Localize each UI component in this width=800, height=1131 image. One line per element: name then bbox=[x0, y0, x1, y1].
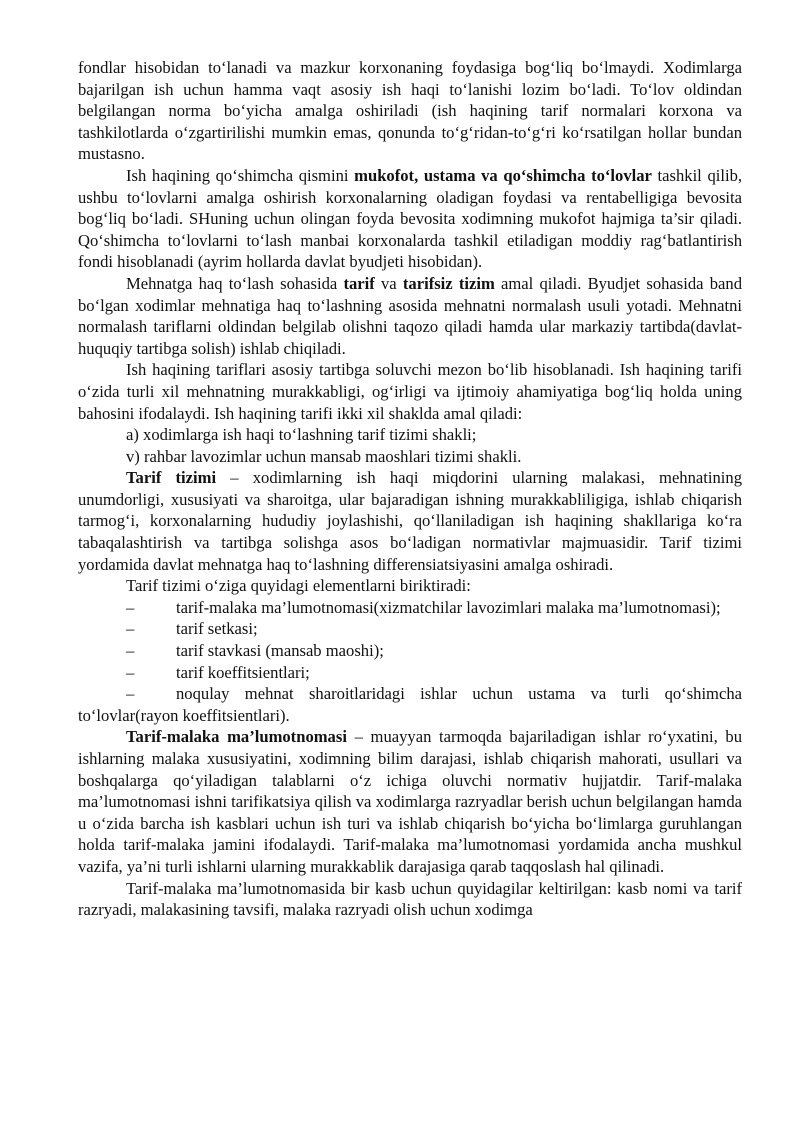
dash-marker: – bbox=[126, 619, 135, 639]
text-run: Mehnatga haq to‘lash sohasida bbox=[126, 273, 344, 293]
paragraph-tariff-system-intro bbox=[78, 273, 742, 359]
bold-term-tarif: tarif bbox=[343, 273, 375, 293]
paragraph-tariff-criteria: Ish haqining tariflari asosiy tartibga soluvchi mezon bo‘lib hisoblanadi. Ish haqining tarifi o‘zida turli xil mehnatning murakkabligi, og‘irligi va ijtimoiy ahamiyatiga bog‘liq holda uning bahosini ifodalaydi. Ish haqining tarifi ikki xil shaklda amal qiladi: bbox=[78, 360, 742, 423]
dash-marker: – bbox=[126, 641, 135, 661]
text-run: va bbox=[374, 273, 403, 293]
text-run: Ish haqining qo‘shimcha qismini bbox=[126, 165, 355, 185]
paragraph-tariff-system-definition bbox=[78, 467, 742, 575]
dash-item-text: tarif koeffitsientlari; bbox=[176, 662, 310, 682]
dash-marker: – bbox=[126, 684, 135, 704]
dash-list-item bbox=[78, 683, 742, 726]
list-item-a: a) xodimlarga ish haqi to‘lashning tarif tizimi shakli; bbox=[126, 425, 477, 445]
text-run: – xodimlarning ish haqi miqdorini ularning malakasi, mehnatining unumdorligi, xususiyati va sharoitga, ular bajaradigan ishning murakkabliligiga, ishlab chiqarish tarmog‘i, korxonalarning hududiy joylashishi, qo‘llaniladigan ish haqining shakllariga ko‘ra tabaqalashtirish va tartibga solishga asos bo‘ladigan normativlar majmuasidir. Tarif tizimi yordamida davlat mehnatga haq to‘lashning differensiatsiyasini amalga oshiradi. bbox=[78, 468, 742, 574]
dash-item-text: tarif setkasi; bbox=[176, 619, 258, 639]
bold-term-bonuses: mukofot, ustama va qo‘shimcha to‘lovlar bbox=[354, 165, 652, 185]
paragraph-reference-contents: Tarif-malaka ma’lumotnomasida bir kasb uchun quyidagilar keltirilgan: kasb nomi va tarif razryadi, malakasining tavsifi, malaka razryadi olish uchun xodimga bbox=[78, 878, 742, 920]
dash-item-text: tarif-malaka ma’lumotnomasi(xizmatchilar lavozimlari malaka ma’lumotnomasi); bbox=[176, 597, 721, 617]
bold-term-tarif-tizimi: Tarif tizimi bbox=[126, 468, 217, 488]
dash-list-item bbox=[78, 662, 742, 684]
dash-list-item bbox=[78, 618, 742, 640]
paragraph-continuation: fondlar hisobidan to‘lanadi va mazkur korxonaning foydasiga bog‘liq bo‘lmaydi. Xodimlarga bajarilgan ish uchun hamma vaqt asosiy ish haqi to‘lanishi lozim bo‘ladi. To‘lov oldindan belgilangan norma bo‘yicha amalga oshiriladi (ish haqining tarif normalari korxona va tashkilotlarda o‘zgartirilishi mumkin emas, qonunda to‘g‘ridan-to‘g‘ri ko‘rsatilgan hollar bundan mustasno. bbox=[78, 58, 742, 164]
bold-term-tarifsiz: tarifsiz tizim bbox=[402, 273, 495, 293]
dash-list-item bbox=[78, 597, 742, 619]
paragraph-tariff-qualification-reference bbox=[78, 726, 742, 877]
list-item-v: v) rahbar lavozimlar uchun mansab maoshlari tizimi shakli. bbox=[126, 446, 522, 466]
dash-item-text: noqulay mehnat sharoitlaridagi ishlar uchun ustama va turli qo‘shimcha to‘lovlar(rayon koeffitsientlari). bbox=[78, 684, 742, 725]
dash-list-item bbox=[78, 640, 742, 662]
dash-marker: – bbox=[126, 597, 135, 617]
paragraph-additional-pay bbox=[78, 165, 742, 273]
text-run: tashkil qilib, ushbu to‘lovlarni amalga oshirish korxonalarning oladigan foydasi va rentabelligiga bevosita bog‘liq bo‘ladi. SHuning uchun olingan foyda bevosita xodimning mukofot hajmiga ta’sir qiladi. Qo‘shimcha to‘lovlarni to‘lash manbai korxonalarda tashkil etiladigan moddiy rag‘batlantirish fondi hisoblanadi (ayrim hollarda davlat byudjeti hisobidan). bbox=[78, 165, 743, 272]
paragraph-elements-intro: Tarif tizimi o‘ziga quyidagi elementlarni biriktiradi: bbox=[126, 576, 471, 596]
text-run: – muayyan tarmoqda bajariladigan ishlar ro‘yxatini, bu ishlarning malaka xususiyatini, xodimning bilim darajasi, ishlab chiqarish mahorati, usullari va boshqalarga qo‘yiladigan talablarni o‘z ichiga oluvchi normativ hujjatdir. Tarif-malaka ma’lumotnomasi ishni tarifikatsiya qilish va xodimlarga razryadlar berish uchun belgilangan hamda u o‘zida barcha ish kasblari uchun ish turi va ishlab chiqarish bo‘yicha bo‘limlarga guruhlangan holda tarif-malaka jamini ifodalaydi. Tarif-malaka ma’lumotnomasi yordamida ancha mushkul vazifa, ya’ni turli ishlarni ularning murakkablik darajasiga qarab taqqoslash hal qilinadi. bbox=[78, 727, 743, 876]
text-run: amal qiladi. Byudjet sohasida band bo‘lgan xodimlar mehnatiga haq to‘lashning asosida mehnatni normalash usuli yotadi. Mehnatni normalash tariflarni oldindan belgilab olishni taqozo qiladi hamda ular markaziy tartibda(davlat-huquqiy tartibga solish) ishlab chiqiladi. bbox=[78, 273, 742, 358]
dash-marker: – bbox=[126, 662, 135, 682]
dash-item-text: tarif stavkasi (mansab maoshi); bbox=[176, 641, 384, 661]
bold-term-tarif-malaka: Tarif-malaka ma’lumotnomasi bbox=[126, 727, 347, 747]
